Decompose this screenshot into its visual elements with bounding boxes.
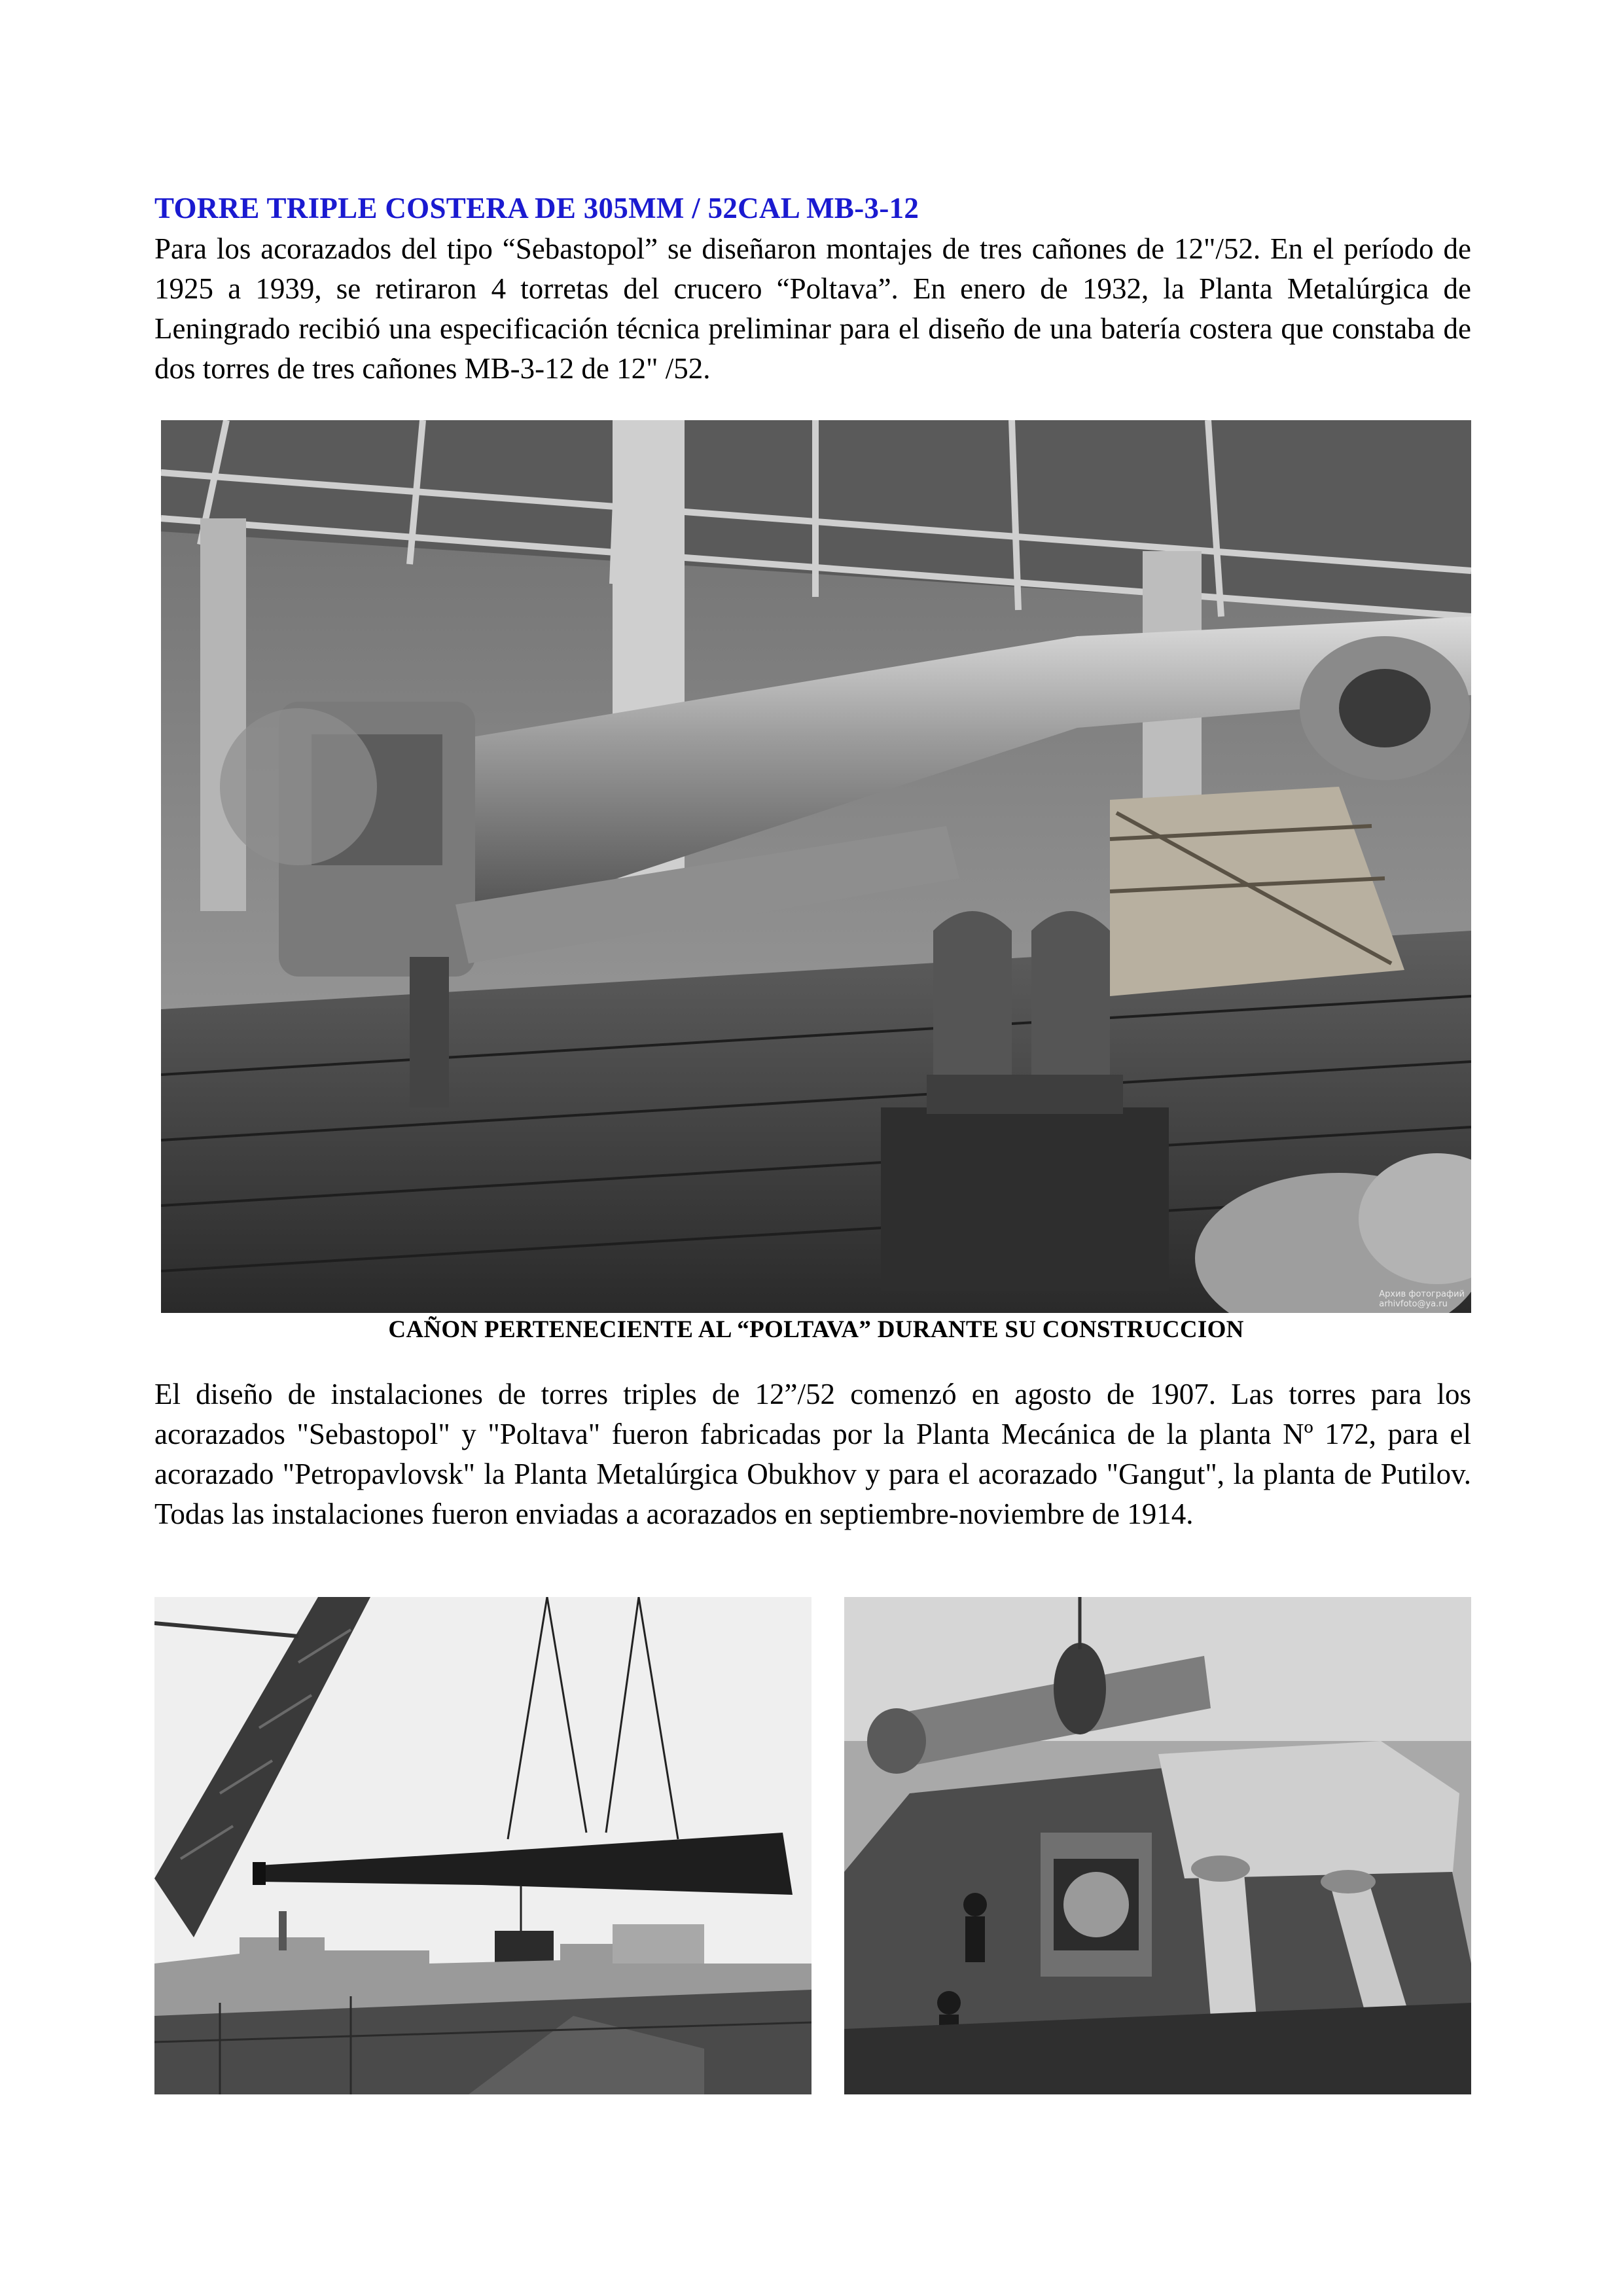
turret-installation-illustration xyxy=(844,1597,1471,2094)
crane-lifting-barrel-illustration xyxy=(154,1597,812,2094)
photo-watermark xyxy=(1379,1289,1465,1309)
turret-installation-photo xyxy=(844,1597,1471,2094)
gun-construction-illustration xyxy=(161,420,1471,1313)
watermark-line-2: arhivfoto@ya.ru xyxy=(1379,1299,1448,1309)
document-title: TORRE TRIPLE COSTERA DE 305MM / 52CAL MB-3-12 xyxy=(154,192,919,224)
crane-lifting-barrel-photo xyxy=(154,1597,812,2094)
paragraph-history: El diseño de instalaciones de torres triples de 12”/52 comenzó en agosto de 1907. Las torres para los acorazados "Sebastopol" y "Poltava" fueron fabricadas por la Planta Mecánica de la planta Nº 172, para el acorazado "Petropavlovsk" la Planta Metalúrgica Obukhov y para el acorazado "Gangut", la planta de Putilov. Todas las instalaciones fueron enviadas a acorazados en septiembre-noviembre de 1914. xyxy=(154,1378,1471,1530)
watermark-line-1: Архив фотографий xyxy=(1379,1289,1465,1299)
figure-caption: CAÑON PERTENECIENTE AL “POLTAVA” DURANTE SU CONSTRUCCION xyxy=(388,1316,1244,1343)
gun-construction-photo xyxy=(161,420,1471,1313)
paragraph-intro: Para los acorazados del tipo “Sebastopol” se diseñaron montajes de tres cañones de 12"/52. En el período de 1925 a 1939, se retiraron 4 torretas del crucero “Poltava”. En enero de 1932, la Planta Metalúrgica de Leningrado recibió una especificación técnica preliminar para el diseño de una batería costera que constaba de dos torres de tres cañones MB-3-12 de 12" /52. xyxy=(154,232,1471,385)
